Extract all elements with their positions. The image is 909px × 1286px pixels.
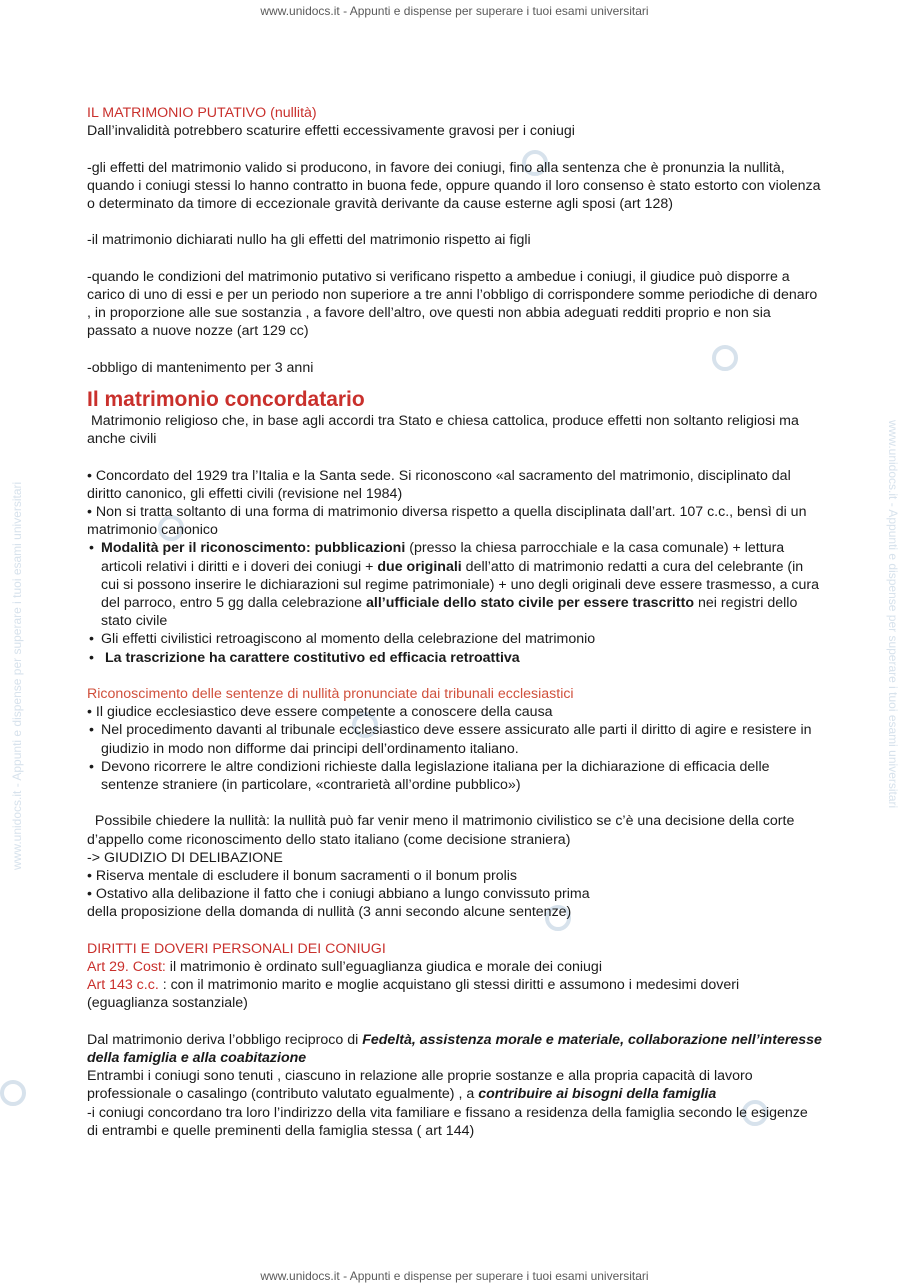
section-title-matrimonio-concordatario: Il matrimonio concordatario	[87, 387, 365, 411]
watermark-right: www.unidocs.it - Appunti e dispense per superare i tuoi esami universitari	[886, 420, 900, 809]
paragraph-text: il matrimonio è ordinato sull’eguaglianza giudica e morale dei coniugi	[165, 959, 602, 976]
section-heading-riconoscimento-sentenze: Riconoscimento delle sentenze di nullità pronunciate dai tribunali ecclesiastici	[87, 686, 574, 702]
list-item-text: Devono ricorrere le altre condizioni richieste dalla legislazione italiana per la dichiarazione di efficacia delle sentenze straniere (in particolare, «contrarietà all’ordine pubblico»)	[101, 758, 770, 794]
paragraph: -obbligo di mantenimento per 3 anni	[87, 359, 314, 376]
bold-text: all’ufficiale dello stato civile per essere trascritto	[366, 595, 695, 611]
list-item-text: Il giudice ecclesiastico deve essere competente a conoscere della causa	[95, 704, 553, 721]
list-item: • Il giudice ecclesiastico deve essere competente a conoscere della causa	[87, 704, 553, 721]
list-item-text: Nel procedimento davanti al tribunale ecclesiastico deve essere assicurato alle parti il diritto di agire e resistere in giudizio in modo non difforme dai principi dell’ordinamento italiano.	[101, 722, 812, 757]
paragraph: Matrimonio religioso che, in base agli accordi tra Stato e chiesa cattolica, produce effetti non soltanto religiosi ma anche civili	[87, 412, 803, 448]
paragraph	[87, 976, 822, 1012]
list-item-text: Concordato del 1929 tra l’Italia e la Santa sede. Si riconoscono «al sacramento del matrimonio, disciplinato dal diritto canonico, gli effetti civili (revisione nel 1984)	[87, 467, 791, 502]
list-item-text: (presso la chiesa parrocchiale e la casa comunale) + lettura articoli relativi i diritti e i doveri dei coniugi +	[101, 540, 785, 575]
bold-text: due originali	[377, 558, 462, 575]
bold-italic-text: contribuire ai bisogni della famiglia	[478, 1086, 717, 1103]
article-reference: Art 143 c.c.	[87, 977, 159, 994]
paragraph	[87, 958, 822, 976]
paragraph-text: Entrambi i coniugi sono tenuti , ciascuno in relazione alle proprie sostanze e alla propria capacità di lavoro professionale o casalingo (contributo valutato egualmente) , a	[87, 1068, 753, 1103]
watermark-left: www.unidocs.it - Appunti e dispense per superare i tuoi esami universitari	[10, 481, 24, 870]
paragraph: -quando le condizioni del matrimonio putativo si verificano rispetto a ambedue i coniugi, il giudice può disporre a carico di uno di essi e per un periodo non superiore a tre anni l’obbligo di corrispondere somme periodiche di denaro , in proporzione alle sue sostanzia , a favore dell’altro, ove questi non abbia adeguati redditi proprio e non sia passato a nuove nozze (art 129 cc)	[87, 268, 818, 340]
paragraph: -gli effetti del matrimonio valido si producono, in favore dei coniugi, fino alla sentenza che è pronunzia la nullità, quando i coniugi stessi lo hanno contratto in buona fede, oppure quando il loro consenso è stato estorto con violenza o determinato da timore di eccezionale gravità derivante da cause esterne agli sposi (art 128)	[87, 159, 821, 212]
list-item	[87, 539, 822, 630]
paragraph: Dall’invalidità potrebbero scaturire effetti eccessivamente gravosi per i coniugi	[87, 123, 575, 140]
list-item: • Concordato del 1929 tra l’Italia e la Santa sede. Si riconoscono «al sacramento del matrimonio, disciplinato dal diritto canonico, gli effetti civili (revisione nel 1984)	[87, 467, 791, 502]
bold-italic-text: Fedeltà, assistenza morale e materiale, collaborazione nell’interesse della famiglia e alla coabitazione	[87, 1031, 822, 1067]
list-item-text: Gli effetti civilistici retroagiscono al momento della celebrazione del matrimonio	[101, 631, 596, 648]
list-item-text: dell’atto di matrimonio redatti a cura del celebrante (in cui si possono inserire le dichiarazioni sul regime patrimoniale) + uno degli originali deve essere trasmesso, a cura del parroco, entro 5 gg dalla celebrazione	[101, 558, 820, 611]
paragraph-text: : con il matrimonio marito e moglie acquistano gli stessi diritti e assumono i medesimi doveri (eguaglianza sostanziale)	[87, 977, 740, 1012]
list-item	[87, 630, 822, 648]
watermark-logo-icon	[0, 1080, 26, 1106]
section-heading-matrimonio-putativo: IL MATRIMONIO PUTATIVO (nullità)	[87, 105, 317, 121]
list-item-text: nei registri dello stato civile	[101, 595, 798, 630]
list-item: • Non si tratta soltanto di una forma di matrimonio diversa rispetto a quella disciplinata dall’art. 107 c.c., bensì di un matrimonio canonico	[87, 503, 807, 539]
header-banner: www.unidocs.it - Appunti e dispense per superare i tuoi esami universitari	[260, 4, 649, 18]
paragraph-text: Dal matrimonio deriva l’obbligo reciproco di	[87, 1031, 363, 1048]
paragraph: -i coniugi concordano tra loro l’indirizzo della vita familiare e fissano a residenza della famiglia secondo le esigenze di entrambi e quelle preminenti della famiglia stessa ( art 144)	[87, 1104, 808, 1139]
bold-text: La trascrizione ha carattere costitutivo ed efficacia retroattiva	[101, 649, 520, 666]
list-item	[87, 721, 822, 757]
list-item	[87, 649, 822, 667]
list-item	[87, 758, 822, 794]
paragraph	[87, 1067, 822, 1103]
paragraph: Possibile chiedere la nullità: la nullità può far venir meno il matrimonio civilistico se c’è una decisione della corte d’appello come riconoscimento dello stato italiano (come decisione straniera)	[87, 813, 799, 848]
paragraph: • Riserva mentale di escludere il bonum sacramenti o il bonum prolis	[87, 868, 517, 885]
paragraph: -> GIUDIZIO DI DELIBAZIONE	[87, 849, 283, 866]
paragraph: • Ostativo alla delibazione il fatto che i coniugi abbiano a lungo convissuto prima	[87, 886, 590, 903]
paragraph	[87, 1031, 822, 1067]
bold-text: Modalità per il riconoscimento: pubblicazioni	[101, 540, 406, 557]
section-heading-diritti-doveri: DIRITTI E DOVERI PERSONALI DEI CONIUGI	[87, 940, 386, 957]
list-item-text: Non si tratta soltanto di una forma di matrimonio diversa rispetto a quella disciplinata dall’art. 107 c.c., bensì di un matrimonio canonico	[87, 503, 807, 539]
document-body	[87, 104, 822, 1140]
paragraph: della proposizione della domanda di nullità (3 anni secondo alcune sentenze)	[87, 904, 572, 921]
article-reference: Art 29. Cost:	[87, 959, 166, 976]
paragraph: -il matrimonio dichiarati nullo ha gli effetti del matrimonio rispetto ai figli	[87, 232, 531, 249]
footer-banner: www.unidocs.it - Appunti e dispense per superare i tuoi esami universitari	[260, 1269, 649, 1283]
